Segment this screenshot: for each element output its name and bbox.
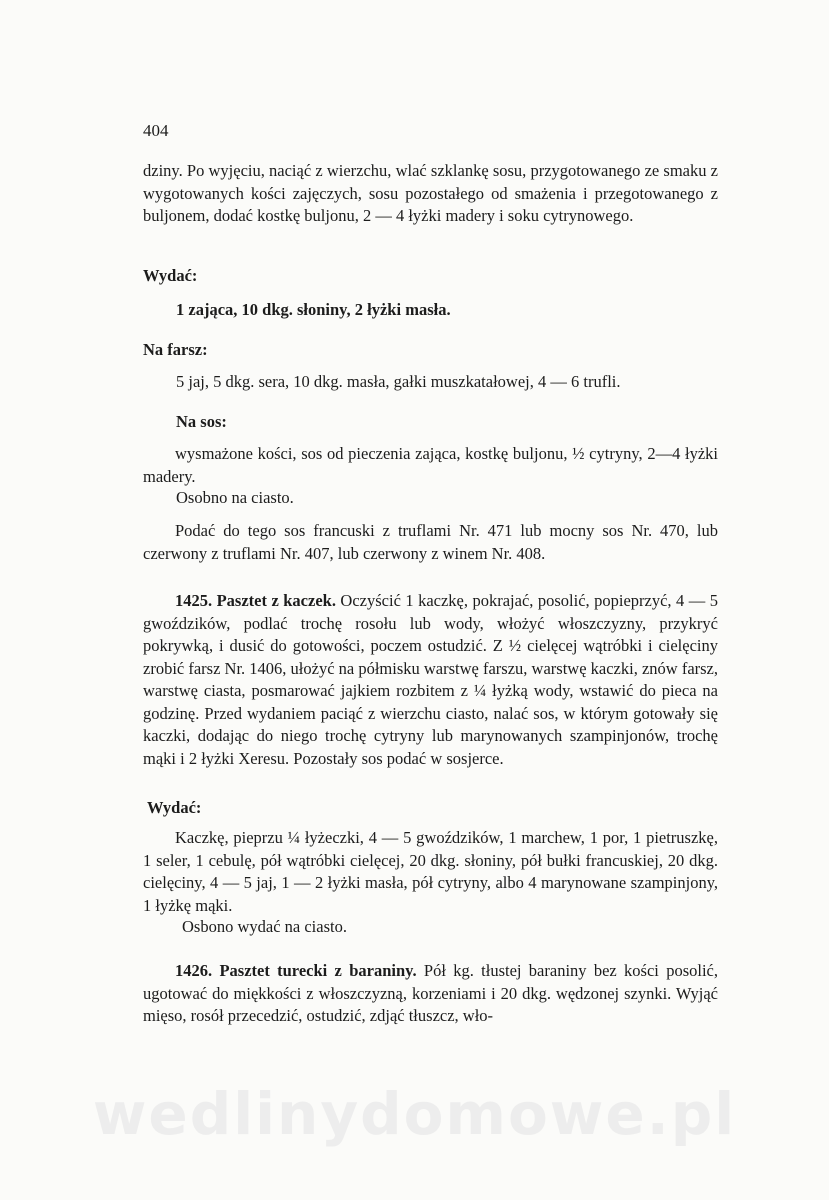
recipe-1425: [143, 590, 718, 770]
serve-ingredients-1: 1 zająca, 10 dkg. słoniny, 2 łyżki masła.: [176, 300, 451, 319]
serve-with-paragraph: Podać do tego sos francuski z truflami Nr. 471 lub mocny sos Nr. 470, lub czerwony z truflami Nr. 407, lub czerwony z winem Nr. 408.: [143, 521, 718, 563]
recipe-1425-title: 1425. Pasztet z kaczek.: [175, 591, 336, 610]
watermark: wedlinydomowe.pl: [92, 1080, 737, 1148]
page-number: 404: [143, 121, 169, 140]
separately-note: Osobno na ciasto.: [176, 488, 294, 507]
serve-heading-1: Wydać:: [143, 266, 198, 285]
recipe-1426-title: 1426. Pasztet turecki z baraniny.: [175, 961, 417, 980]
recipe-1426: [143, 960, 718, 1028]
recipe-1426-body: Pół kg. tłustej baraniny bez kości posolić, ugotować do miękkości z włoszczyzną, korzeniami i 20 dkg. wędzonej szynki. Wyjąć mięso, rosół przecedzić, ostudzić, zdjąć tłuszcz, wło-: [143, 961, 718, 1025]
stuffing-ingredients: 5 jaj, 5 dkg. sera, 10 dkg. masła, gałki muszkatałowej, 4 — 6 trufli.: [176, 372, 621, 391]
recipe-1425-body: Oczyścić 1 kaczkę, pokrajać, posolić, popieprzyć, 4 — 5 gwoździków, podlać trochę rosołu lub wody, włożyć włoszczyzny, przykryć pokrywką, i dusić do gotowości, poczem ostudzić. Z ½ cielęcej wątróbki i cielęciny zrobić farsz Nr. 1406, ułożyć na półmisku warstwę farszu, warstwę kaczki, znów farsz, warstwę ciasta, posmarować jajkiem rozbitem z ¼ łyżką wody, wstawić do pieca na godzinę. Przed wydaniem paciąć z wierzchu ciasto, nalać sos, w którym gotowały się kaczki, dodając do niego trochę cytryny lub marynowanych szampinjonów, trochę mąki i 2 łyżki Xeresu. Pozostały sos podać w sosjerce.: [143, 591, 719, 768]
sauce-heading: Na sos:: [176, 412, 227, 431]
intro-paragraph: dziny. Po wyjęciu, naciąć z wierzchu, wlać szklankę sosu, przygotowanego ze smaku z wygotowanych kości zajęczych, sosu pozostałego od smażenia i przegotowanego z buljonem, dodać kostkę buljonu, 2 — 4 łyżki madery i soku cytrynowego.: [143, 161, 718, 225]
stuffing-heading: Na farsz:: [143, 340, 208, 359]
serve-note-2: Osbono wydać na ciasto.: [182, 917, 347, 936]
sauce-ingredients: wysmażone kości, sos od pieczenia zająca, kostkę buljonu, ½ cytryny, 2—4 łyżki madery.: [143, 444, 718, 486]
serve-ingredients-2: Kaczkę, pieprzu ¼ łyżeczki, 4 — 5 gwoździków, 1 marchew, 1 por, 1 pietruszkę, 1 seler, 1 cebulę, pół wątróbki cielęcej, 20 dkg. słoniny, pół bułki francuskiej, 20 dkg. cielęciny, 4 — 5 jaj, 1 — 2 łyżki masła, pół cytryny, albo 4 marynowane szampinjony, 1 łyżkę mąki.: [143, 828, 718, 915]
serve-heading-2: Wydać:: [147, 798, 202, 817]
